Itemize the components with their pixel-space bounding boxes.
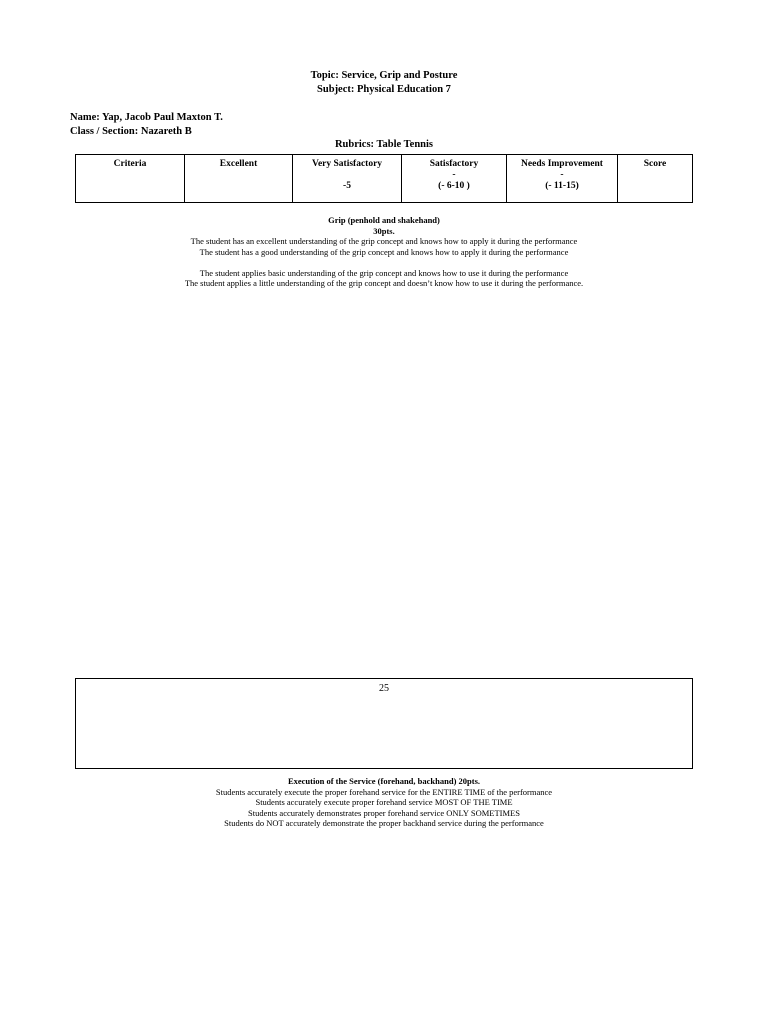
subject-heading: Subject: Physical Education 7 [317, 84, 451, 95]
column-dash: - [560, 170, 564, 180]
column-label: Score [643, 159, 667, 169]
column-label: Very Satisfactory [311, 159, 383, 169]
column-excellent [185, 155, 293, 203]
column-label: Criteria [113, 159, 147, 169]
execution-title: Execution of the Service (forehand, backhand) 20pts. [287, 776, 481, 786]
grip-title: Grip (penhold and shakehand) [328, 215, 440, 225]
score-value: 25 [379, 683, 389, 694]
column-needs-improvement [507, 155, 618, 203]
rubric-table [75, 154, 693, 203]
score-box [75, 678, 693, 769]
column-label: Satisfactory [429, 159, 479, 169]
column-dash: - [452, 170, 456, 180]
column-range: -5 [343, 181, 351, 191]
rubric-header-row [76, 155, 693, 203]
grip-line: The student applies basic understanding of the grip concept and knows how to use it during the performance [199, 267, 569, 278]
grip-line: The student has an excellent understanding of the grip concept and knows how to apply it during the performance [190, 236, 578, 246]
column-criteria [76, 155, 185, 203]
column-score [618, 155, 693, 203]
execution-line: Students accurately execute the proper forehand service for the ENTIRE TIME of the performance [215, 786, 553, 797]
rubric-title: Rubrics: Table Tennis [334, 139, 434, 150]
grip-section [0, 215, 768, 289]
execution-line: Students do NOT accurately demonstrate the proper backhand service during the performance [224, 818, 544, 828]
topic-heading: Topic: Service, Grip and Posture [310, 70, 458, 81]
column-label: Excellent [219, 159, 258, 169]
class-section: Class / Section: Nazareth B [70, 126, 192, 137]
grip-line: The student applies a little understanding of the grip concept and doesn’t know how to use it during the performance. [184, 278, 584, 288]
execution-line: Students accurately demonstrates proper forehand service ONLY SOMETIMES [248, 807, 520, 818]
execution-section [0, 776, 768, 829]
column-range: (- 6-10 ) [438, 181, 470, 191]
grip-line: The student has a good understanding of the grip concept and knows how to apply it during the performance [199, 246, 569, 257]
grip-points: 30pts. [373, 225, 395, 236]
column-satisfactory [402, 155, 507, 203]
column-label: Needs Improvement [521, 159, 603, 169]
student-name: Name: Yap, Jacob Paul Maxton T. [70, 112, 223, 123]
column-range: (- 11-15) [545, 181, 579, 191]
column-very-satisfactory [293, 155, 402, 203]
execution-line: Students accurately execute proper forehand service MOST OF THE TIME [255, 797, 513, 807]
